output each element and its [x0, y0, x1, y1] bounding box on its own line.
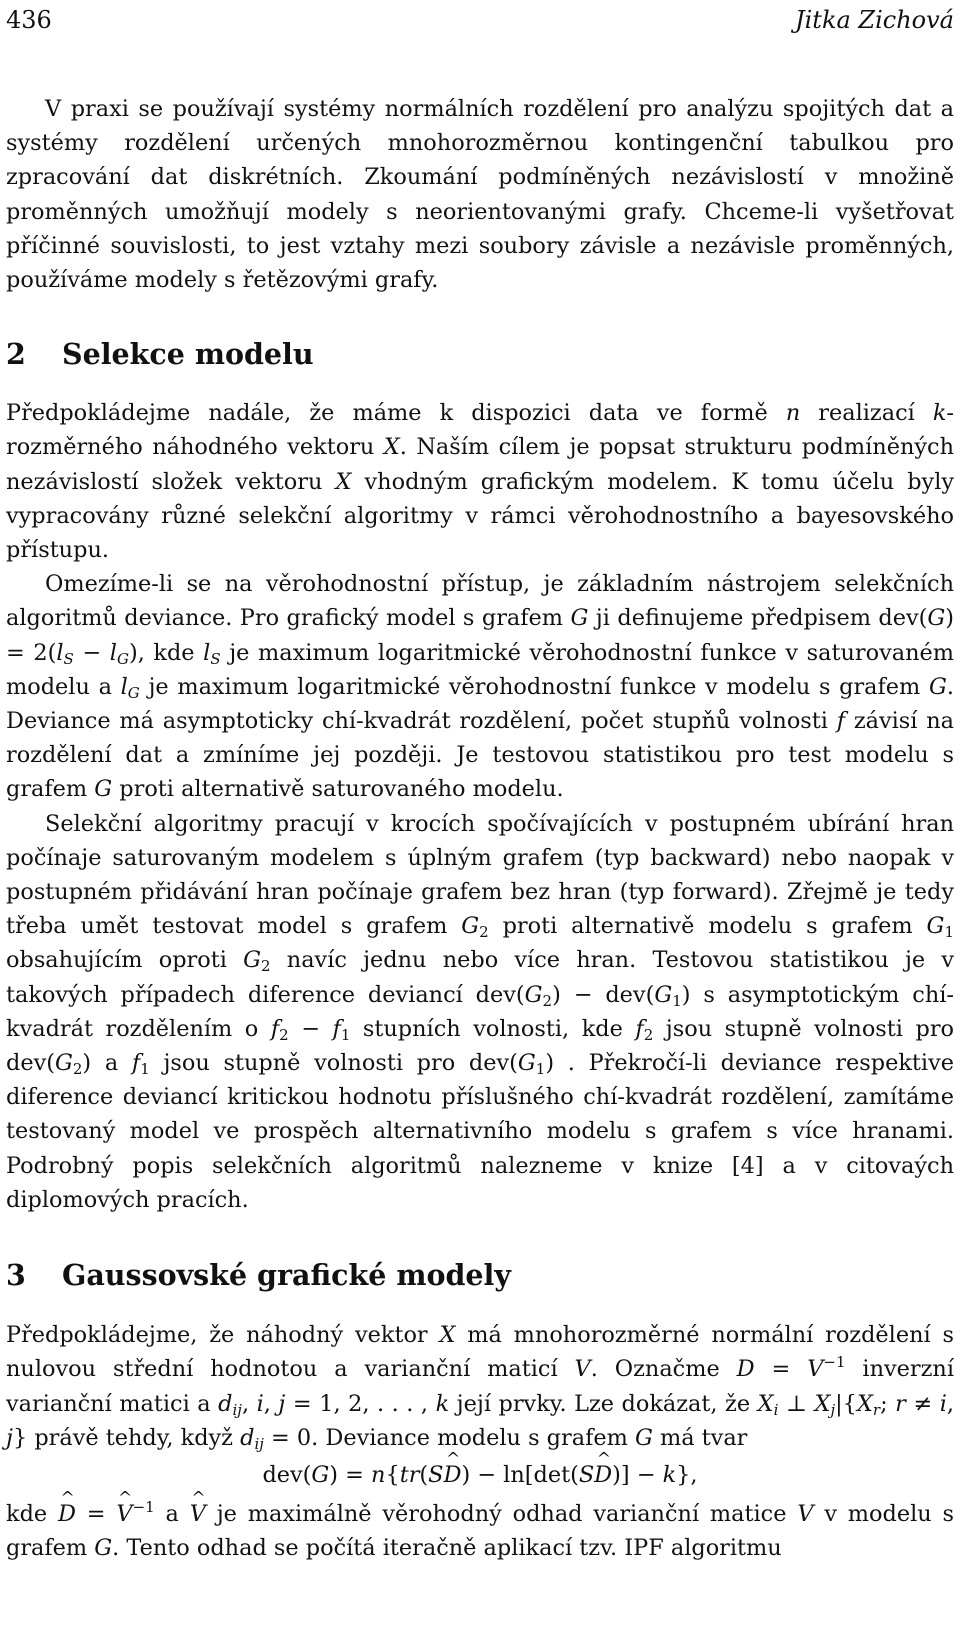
section-2-paragraph-3: Selekční algoritmy pracují v krocích spočívajících v postupném ubírání hran počínaje saturovaným modelem s úplným grafem (typ backward) nebo naopak v postupném přidávání hran počínaje grafem bez hran (typ forward). Zřejmě je tedy třeba umět testovat model s grafem $G_2$ proti alternativě modelu s grafem $G_1$ obsahujícím oproti $G_2$ navíc jednu nebo více hran. Testovou statistikou je v takových případech diference deviancí $dev(G_2) - dev(G_1)$ s asymptotickým chí-kvadrát rozdělením o $f_2 - f_1$ stupních volnosti, kde $f_2$ jsou stupně volnosti pro $dev(G_2)$ a $f_1$ jsou stupně volnosti pro $dev(G_1)$ . Překročí-li deviance respektive diference deviancí kritickou hodnotu příslušného chí-kvadrát rozdělení, zamítáme testovaný model ve prospěch alternativního modelu s grafem s více hranami. Podrobný popis selekčních algoritmů nalezneme v knize [4] a v citovaých diplomových pracích.	[6, 810, 955, 1213]
section-2-title: Selekce modelu	[62, 337, 314, 372]
intro-paragraph: V praxi se používají systémy normálních rozdělení pro analýzu spojitých dat a systémy rozdělení určených mnohorozměrnou kontingenční tabulkou pro zpracování dat diskrétních. Zkoumání podmíněných nezávislostí v množině proměnných umožňují modely s neorientovanými grafy. Chceme-li vyšetřovat příčinné souvislosti, to jest vztahy mezi soubory závisle a nezávisle proměnných, používáme modely s řetězovými grafy.	[6, 96, 954, 294]
section-2-number: 2	[6, 337, 26, 372]
running-header	[6, 4, 954, 36]
deviance-formula: dev(G) = n{tr(S^ D) − ln[det(S^ D)] − k},	[6, 1455, 954, 1497]
section-3-number: 3	[6, 1258, 26, 1293]
section-3-heading	[6, 1257, 954, 1293]
section-2-paragraph-2: Omezíme-li se na věrohodnostní přístup, je základním nástrojem selekčních algoritmů deviance. Pro grafický model s grafem G ji definujeme předpisem $dev(G) = 2(l_S - l_G)$, kde $l_S$ je maximum logaritmické věrohodnostní funkce v saturovaném modelu a $l_G$ je maximum logaritmické věrohodnostní funkce v modelu s grafem G. Deviance má asymptoticky chí-kvadrát rozdělení, počet stupňů volnosti f závisí na rozdělení dat a zmíníme jej později. Je testovou statistikou pro test modelu s grafem G proti alternativě saturovaného modelu.	[6, 571, 955, 803]
section-3-title: Gaussovské grafické modely	[62, 1258, 511, 1293]
page-number: 436	[6, 6, 52, 34]
section-3-paragraph-1: Předpokládejme, že náhodný vektor X má mnohorozměrné normální rozdělení s nulovou střední hodnotou a varianční maticí V. Označme $D = V^{-1}$ inverzní varianční matici a $d_{ij}$, i, j = 1, 2, . . . , k její prvky. Lze dokázat, že $X_i$ ⊥ $X_j|\{X_r$; r ≠ i, j} právě tehdy, když $d_{ij} = 0$. Deviance modelu s grafem G má tvar	[6, 1322, 954, 1453]
page-body	[6, 92, 954, 1565]
section-2-heading	[6, 336, 954, 372]
running-author: Jitka Zichová	[795, 6, 954, 34]
section-2-paragraph-1: Předpokládejme nadále, že máme k dispozici data ve formě n realizací k-rozměrného náhodného vektoru X. Naším cílem je popsat strukturu podmíněných nezávislostí složek vektoru X vhodným grafickým modelem. K tomu účelu byly vypracovány různé selekční algoritmy v rámci věrohodnostního a bayesovského přístupu.	[6, 400, 955, 564]
section-3-paragraph-2: kde ^ D = ^ $V^{-1}$ a ^ V je maximálně věrohodný odhad varianční matice V v modelu s grafem G. Tento odhad se počítá iteračně aplikací tzv. IPF algoritmu	[6, 1497, 954, 1565]
